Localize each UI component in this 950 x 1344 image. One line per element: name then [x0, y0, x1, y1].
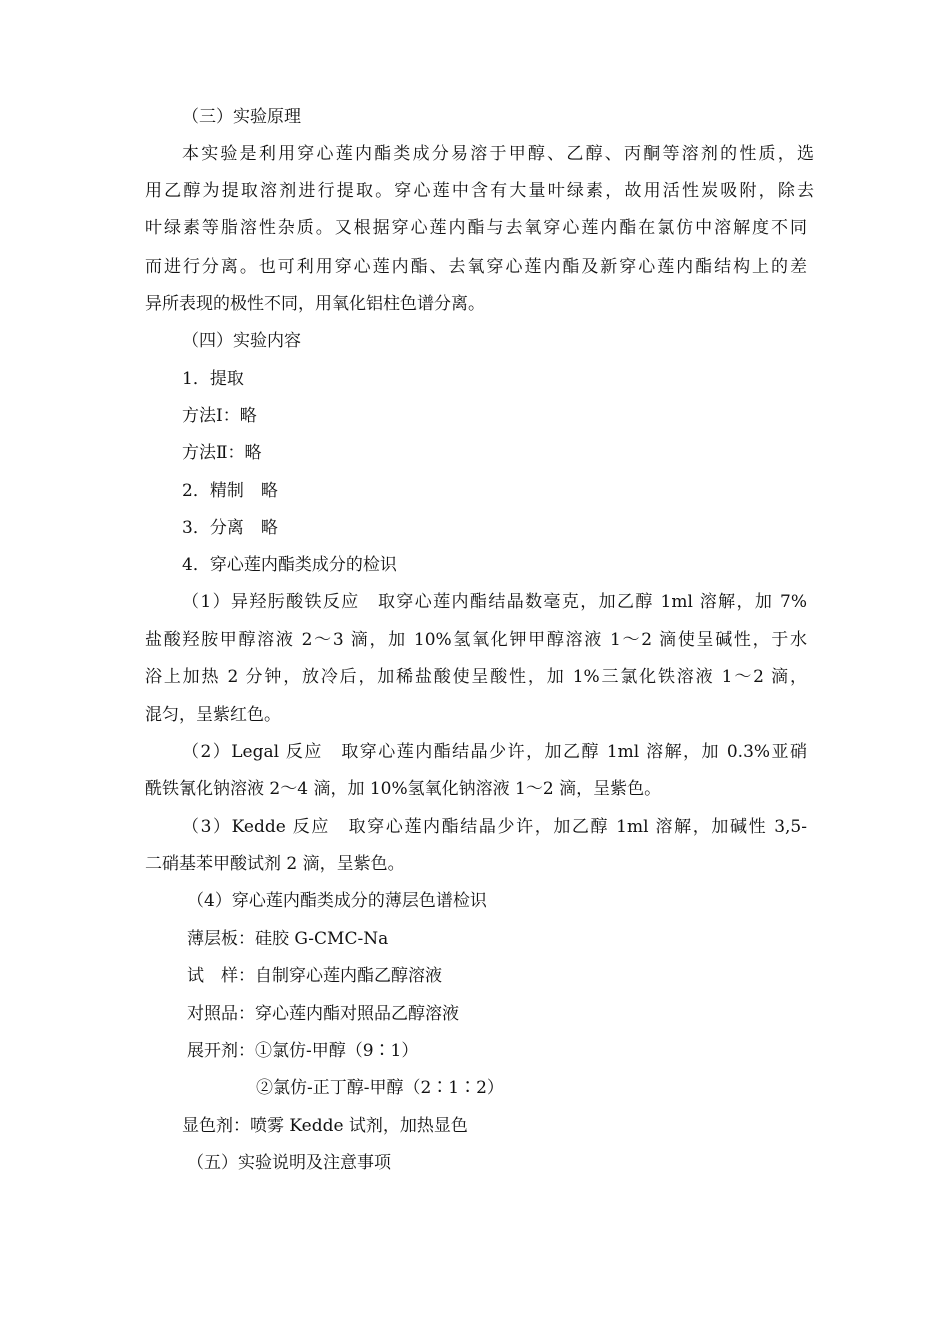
extract-heading: 1．提取	[182, 369, 244, 389]
principle-line-2: 用乙醇为提取溶剂进行提取。穿心莲中含有大量叶绿素，故用活性炭吸附，除去	[145, 181, 814, 201]
tlc-solvent-1: 展开剂：①氯仿-甲醇（9∶1）	[187, 1041, 419, 1061]
reaction-3-line-2: 二硝基苯甲酸试剂 2 滴，呈紫色。	[145, 854, 405, 874]
principle-line-5: 异所表现的极性不同，用氧化铝柱色谱分离。	[145, 294, 485, 314]
method-2: 方法Ⅱ：略	[182, 443, 262, 463]
tlc-solvent-2: ②氯仿-正丁醇-甲醇（2∶1∶2）	[256, 1078, 504, 1098]
tlc-plate: 薄层板：硅胶 G-CMC-Na	[187, 929, 389, 949]
reaction-2-line-1: （2）Legal 反应 取穿心莲内酯结晶少许，加乙醇 1ml 溶解，加 0.3%亚硝	[182, 742, 807, 762]
reaction-1-line-4: 混匀，呈紫红色。	[145, 705, 281, 725]
identify-heading: 4．穿心莲内酯类成分的检识	[182, 555, 397, 575]
reaction-3-line-1: （3）Kedde 反应 取穿心莲内酯结晶少许，加乙醇 1ml 溶解，加碱性 3,5-	[182, 817, 807, 837]
principle-line-1: 本实验是利用穿心莲内酯类成分易溶于甲醇、乙醇、丙酮等溶剂的性质，选	[182, 144, 814, 164]
content-heading: （四）实验内容	[182, 331, 301, 351]
principle-heading: （三）实验原理	[182, 107, 301, 127]
principle-line-3: 叶绿素等脂溶性杂质。又根据穿心莲内酯与去氧穿心莲内酯在氯仿中溶解度不同	[145, 218, 807, 238]
reaction-1-line-2: 盐酸羟胺甲醇溶液 2～3 滴，加 10%氢氧化钾甲醇溶液 1～2 滴使呈碱性，于水	[145, 630, 807, 650]
tlc-heading: （4）穿心莲内酯类成分的薄层色谱检识	[187, 891, 487, 911]
tlc-sample: 试 样：自制穿心莲内酯乙醇溶液	[187, 966, 442, 986]
method-1: 方法Ⅰ：略	[182, 406, 257, 426]
notes-heading: （五）实验说明及注意事项	[187, 1153, 391, 1173]
refine-step: 2．精制 略	[182, 481, 278, 501]
tlc-developer: 显色剂：喷雾 Kedde 试剂，加热显色	[182, 1116, 468, 1136]
tlc-reference: 对照品：穿心莲内酯对照品乙醇溶液	[187, 1004, 459, 1024]
reaction-2-line-2: 酰铁氰化钠溶液 2～4 滴，加 10%氢氧化钠溶液 1～2 滴，呈紫色。	[145, 779, 662, 799]
principle-line-4: 而进行分离。也可利用穿心莲内酯、去氧穿心莲内酯及新穿心莲内酯结构上的差	[145, 257, 807, 277]
reaction-1-line-1: （1）异羟肟酸铁反应 取穿心莲内酯结晶数毫克，加乙醇 1ml 溶解，加 7%	[182, 592, 807, 612]
separate-step: 3．分离 略	[182, 518, 278, 538]
reaction-1-line-3: 浴上加热 2 分钟，放冷后，加稀盐酸使呈酸性，加 1%三氯化铁溶液 1～2 滴，	[145, 667, 807, 687]
